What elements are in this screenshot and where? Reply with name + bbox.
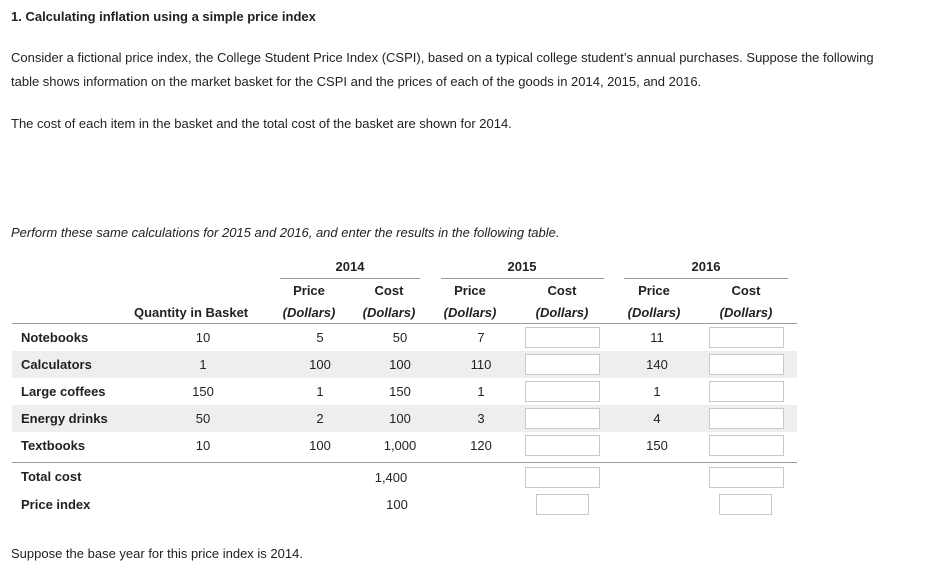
cost-2015-input-notebooks[interactable] <box>525 327 600 348</box>
price-2014-value: 2 <box>316 411 324 426</box>
year-header-2015: 2015 <box>507 259 537 274</box>
cost-2014-units: (Dollars) <box>362 305 416 320</box>
cost-2014-value: 100 <box>389 411 411 426</box>
price-2015-value: 120 <box>470 438 492 453</box>
item-label: Energy drinks <box>21 411 108 426</box>
total-cost-2016-input[interactable] <box>709 467 784 488</box>
year-header-2014: 2014 <box>335 259 365 274</box>
price-2014-value: 100 <box>309 357 331 372</box>
item-label: Notebooks <box>21 330 89 345</box>
price-2015-units: (Dollars) <box>443 305 497 320</box>
price-2016-header: Price <box>638 283 670 298</box>
price-2014-value: 5 <box>316 330 324 345</box>
price-2015-value: 110 <box>470 357 492 372</box>
year-2015-underline <box>441 278 604 279</box>
price-2014-value: 1 <box>316 384 324 399</box>
cost-2016-input-energy-drinks[interactable] <box>709 408 784 429</box>
total-cost-2015-input[interactable] <box>525 467 600 488</box>
intro-line-2: table shows information on the market basket for the CSPI and the prices of each of the goods in 2014, 2015, and 2016. <box>11 74 702 89</box>
total-cost-label: Total cost <box>21 469 82 484</box>
price-index-2016-input[interactable] <box>719 494 772 515</box>
quantity-value: 1 <box>199 357 207 372</box>
price-2015-value: 3 <box>477 411 485 426</box>
price-2016-value: 1 <box>653 384 661 399</box>
quantity-value: 150 <box>192 384 214 399</box>
price-index-2014-value: 100 <box>386 497 408 512</box>
cost-2015-input-calculators[interactable] <box>525 354 600 375</box>
intro-line-1: Consider a fictional price index, the College Student Price Index (CSPI), based on a typical college student’s annual purchases. Suppose the following <box>11 50 874 65</box>
header-divider <box>12 323 797 324</box>
price-index-label: Price index <box>21 497 91 512</box>
price-2014-value: 100 <box>309 438 331 453</box>
price-2015-value: 1 <box>477 384 485 399</box>
base-year-note: Suppose the base year for this price index is 2014. <box>11 546 303 561</box>
instruction-text: Perform these same calculations for 2015 and 2016, and enter the results in the following table. <box>11 225 560 240</box>
price-2014-units: (Dollars) <box>282 305 336 320</box>
price-2016-units: (Dollars) <box>627 305 681 320</box>
cost-2014-value: 1,000 <box>383 438 417 453</box>
cost-2016-input-textbooks[interactable] <box>709 435 784 456</box>
quantity-value: 10 <box>195 438 211 453</box>
price-2014-header: Price <box>293 283 325 298</box>
cost-2016-units: (Dollars) <box>719 305 773 320</box>
quantity-header: Quantity in Basket <box>134 305 249 320</box>
cost-2016-input-large-coffees[interactable] <box>709 381 784 402</box>
cost-2014-value: 100 <box>389 357 411 372</box>
cost-2014-header: Cost <box>374 283 404 298</box>
price-2016-value: 150 <box>646 438 668 453</box>
total-divider <box>12 462 797 463</box>
price-2015-value: 7 <box>477 330 485 345</box>
cost-2014-value: 50 <box>392 330 408 345</box>
cost-2015-input-energy-drinks[interactable] <box>525 408 600 429</box>
year-header-2016: 2016 <box>691 259 721 274</box>
cost-2014-value: 150 <box>389 384 411 399</box>
item-label: Textbooks <box>21 438 86 453</box>
total-cost-2014-value: 1,400 <box>374 470 408 485</box>
price-2016-value: 11 <box>650 330 664 345</box>
cost-2015-header: Cost <box>547 283 577 298</box>
price-2016-value: 140 <box>646 357 668 372</box>
price-2015-header: Price <box>454 283 486 298</box>
item-label: Large coffees <box>21 384 106 399</box>
quantity-value: 50 <box>195 411 211 426</box>
year-2016-underline <box>624 278 788 279</box>
year-2014-underline <box>280 278 420 279</box>
price-index-2015-input[interactable] <box>536 494 589 515</box>
cost-2016-header: Cost <box>731 283 761 298</box>
question-title: 1. Calculating inflation using a simple price index <box>11 9 316 24</box>
cost-2016-input-calculators[interactable] <box>709 354 784 375</box>
cost-note: The cost of each item in the basket and the total cost of the basket are shown for 2014. <box>11 116 512 131</box>
cost-2016-input-notebooks[interactable] <box>709 327 784 348</box>
cost-2015-units: (Dollars) <box>535 305 589 320</box>
cost-2015-input-textbooks[interactable] <box>525 435 600 456</box>
quantity-value: 10 <box>195 330 211 345</box>
cost-2015-input-large-coffees[interactable] <box>525 381 600 402</box>
price-2016-value: 4 <box>653 411 661 426</box>
item-label: Calculators <box>21 357 92 372</box>
